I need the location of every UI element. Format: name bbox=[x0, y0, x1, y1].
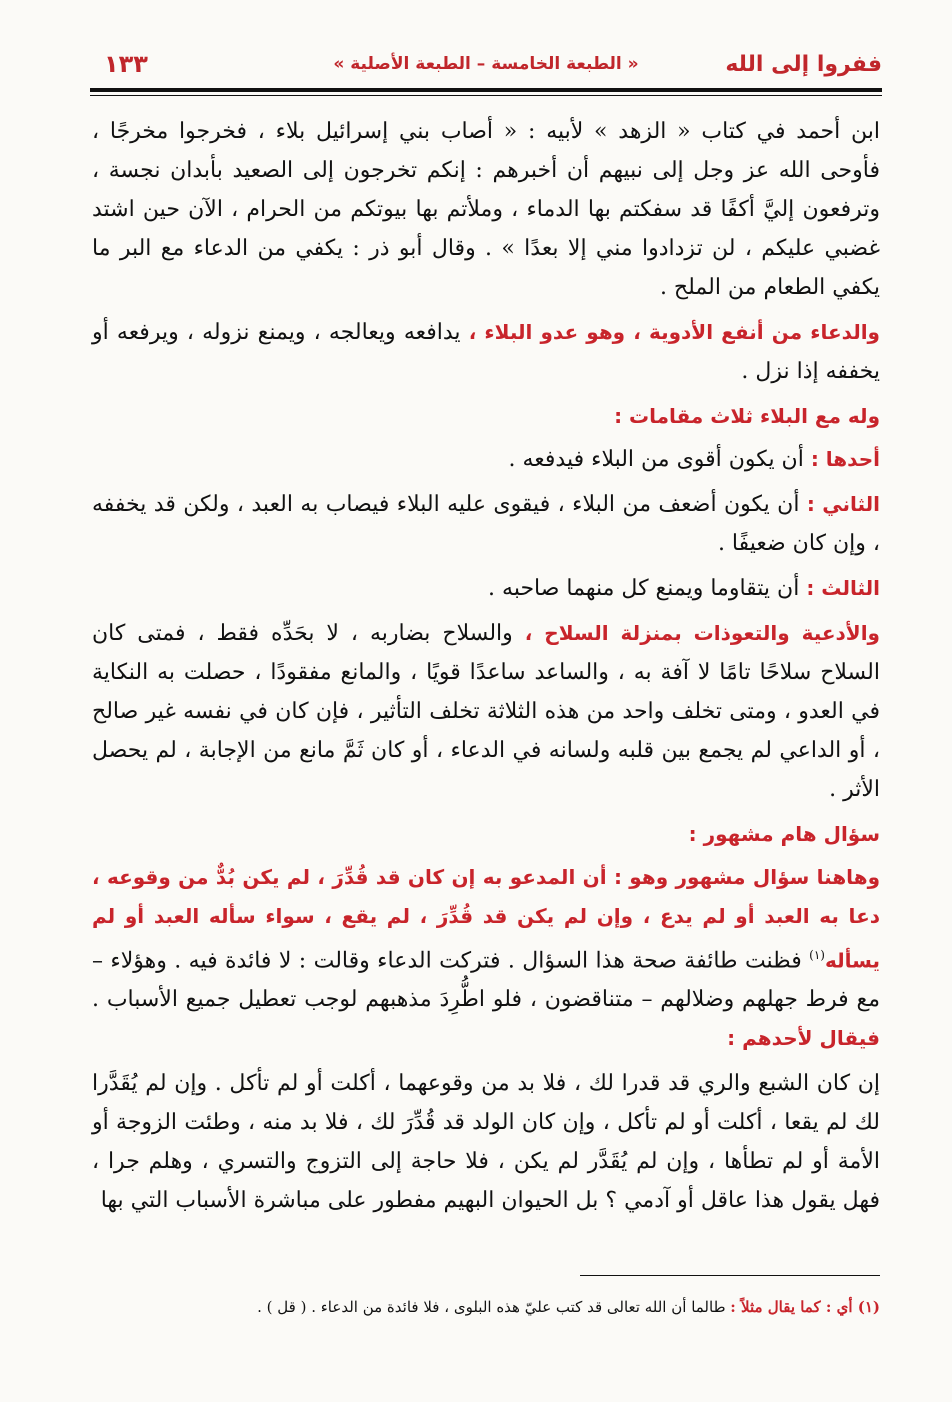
heading-famous-question: سؤال هام مشهور : bbox=[688, 822, 880, 846]
paragraph-causes: إن كان الشبع والري قد قدرا لك ، فلا بد من وقوعهما ، أكلت أو لم تأكل . وإن لم يُقَدَّرا لك لم يقعا ، أكلت أو لم تأكل ، وإن كان الولد قد قُدِّرَ لك ، فلا بد منه ، وطئت الزوجة أو الأمة أو لم تطأها ، وإن لم يُقَدَّر لم يكن ، فلا حاجة إلى التزوج والتسري ، وهلم جرا ، فهل يقول هذا عاقل أو آدمي ؟ بل الحيوان البهيم مفطور على مباشرة الأسباب التي بها bbox=[92, 1071, 880, 1214]
paragraph-question-text: فظنت طائفة صحة هذا السؤال . فتركت الدعاء وقالت : لا فائدة فيه . وهؤلاء – مع فرط جهلهم وضلالهم – متناقضون ، فلو اطُّرِدَ مذهبهم لوجب تعطيل جميع الأسباب . bbox=[92, 948, 880, 1013]
running-title: ففروا إلى الله bbox=[725, 52, 882, 77]
paragraph-dua-remedy-text: يدافعه ويعالجه ، ويمنع نزوله ، ويرفعه أو يخففه إذا نزل . bbox=[92, 320, 880, 384]
highlight-reply: فيقال لأحدهم : bbox=[727, 1026, 880, 1051]
footnote bbox=[92, 1296, 880, 1318]
header-rule-thin bbox=[90, 95, 882, 96]
header-rule-thick bbox=[90, 88, 882, 92]
footnote-rule bbox=[580, 1275, 880, 1276]
footnote-marker: (١) أي : كما يقال مثلاً : bbox=[730, 1298, 880, 1316]
edition-label: « الطبعة الخامسة – الطبعة الأصلية » bbox=[333, 54, 639, 74]
station-two-text: أن يكون أضعف من البلاء ، فيقوى عليه البلاء فيصاب به العبد ، ولكن قد يخففه ، وإن كان ضعيفًا . bbox=[92, 492, 880, 556]
paragraph-dua-remedy bbox=[92, 313, 880, 391]
page-header bbox=[90, 48, 882, 88]
paragraph-weapon-text: والسلاح بضاربه ، لا بحَدِّه فقط ، فمتى كان السلاح سلاحًا تامًا لا آفة به ، والساعد ساعدًا قويًا ، والمانع مفقودًا ، حصلت به النكاية في العدو ، ومتى تخلف واحد من هذه الثلاثة تخلف التأثير ، فإن كان في نفسه غير صالح ، أو الداعي لم يجمع بين قلبه ولسانه في الدعاء ، أو كان ثَمَّ مانع من الإجابة ، لم يحصل الأثر . bbox=[92, 621, 881, 802]
highlight-dua-remedy: والدعاء من أنفع الأدوية ، وهو عدو البلاء ، bbox=[468, 320, 880, 344]
station-three-label: الثالث : bbox=[806, 576, 880, 600]
paragraph-zuhd: ابن أحمد في كتاب « الزهد » لأبيه : « أصاب بني إسرائيل بلاء ، فخرجوا مخرجًا ، فأوحى الله عز وجل إلى نبيهم أن أخبرهم : إنكم تخرجون إلى الصعيد بأبدان نجسة ، وترفعون إليَّ أكفًا قد سفكتم بها الدماء ، وملأتم بها بيوتكم من الحرام ، الآن حين اشتد غضبي عليكم ، لن تزدادوا مني إلا بعدًا » . وقال أبو ذر : يكفي من الدعاء مع البر ما يكفي الطعام من الملح . bbox=[92, 119, 880, 300]
paragraph-question bbox=[92, 858, 880, 1058]
station-two bbox=[92, 485, 880, 563]
heading-three-stations: وله مع البلاء ثلاث مقامات : bbox=[614, 404, 880, 428]
station-two-label: الثاني : bbox=[806, 492, 880, 516]
station-one bbox=[92, 440, 880, 479]
footnote-ref: (١) bbox=[809, 948, 825, 962]
station-three-text: أن يتقاوما ويمنع كل منهما صاحبه . bbox=[488, 576, 807, 601]
station-one-text: أن يكون أقوى من البلاء فيدفعه . bbox=[508, 447, 811, 472]
paragraph-weapon bbox=[92, 614, 880, 809]
footnote-text: طالما أن الله تعالى قد كتب عليّ هذه البلوى ، فلا فائدة من الدعاء . ( قل ) . bbox=[257, 1298, 731, 1316]
station-one-label: أحدها : bbox=[810, 447, 880, 471]
highlight-weapon: والأدعية والتعوذات بمنزلة السلاح ، bbox=[524, 621, 880, 645]
highlight-question: وهاهنا سؤال مشهور وهو : أن المدعو به إن كان قد قُدِّرَ ، لم يكن بُدٌّ من وقوعه ، دعا به العبد أو لم يدع ، وإن لم يكن قد قُدِّرَ ، لم يقع ، سواء سأله العبد أو لم يسأله bbox=[92, 865, 880, 973]
station-three bbox=[92, 569, 880, 608]
page-number: ١٣٣ bbox=[104, 50, 148, 78]
page-body bbox=[92, 112, 880, 1226]
